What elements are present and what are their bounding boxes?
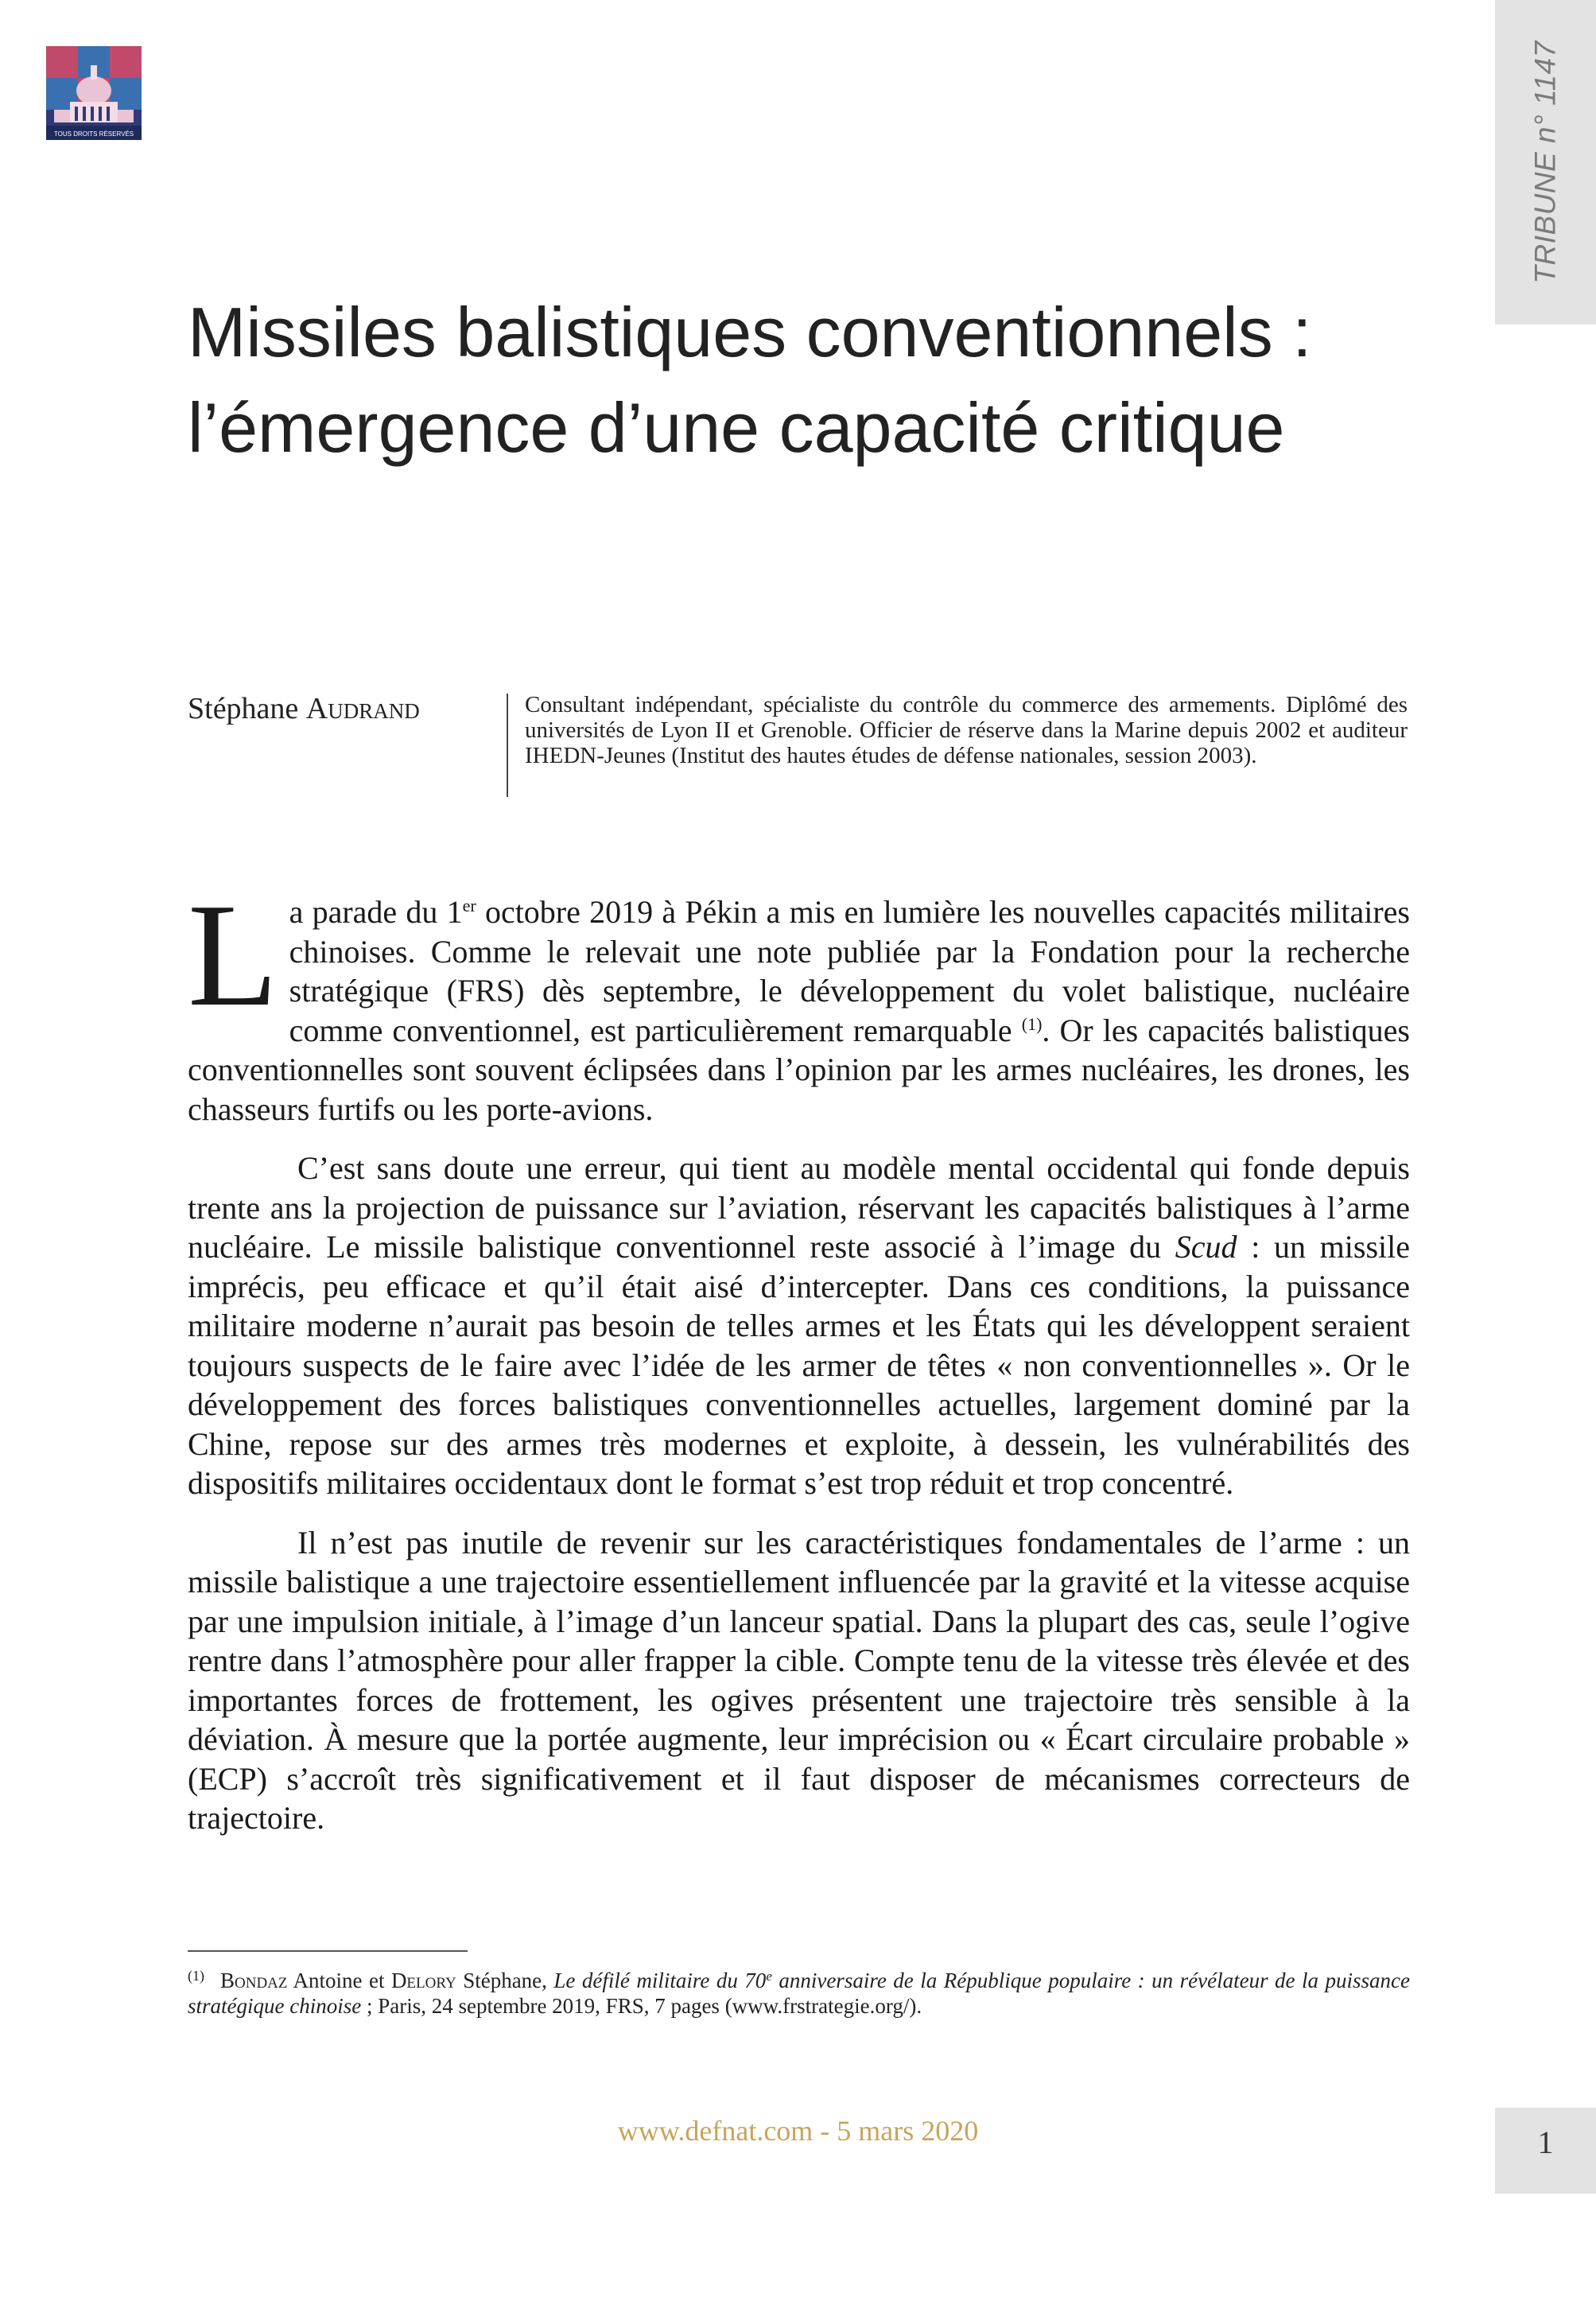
author-last-name: Audrand: [305, 692, 420, 725]
paragraph-1-text-a: a parade du 1: [289, 894, 463, 930]
paragraph-1-text-c: . Or les capacités balistiques conventionnelles sont souvent éclipsées dans l’opinion par les armes nucléaires, les drones, les chasseurs furtifs ou les porte-avions.: [188, 1012, 1411, 1127]
paragraph-1: [188, 873, 1411, 1129]
footnote-author1-first: Antoine et: [287, 1969, 391, 1992]
paragraph-1-text-b: octobre 2019 à Pékin a mis en lumière les nouvelles capacités militaires chinoises. Comme le relevait une note publiée par la Fondation pour la recherche stratégique (FRS) dès septembre, le développement du volet balistique, nucléaire comme conventionnel, est particulièrement remarquable: [289, 894, 1410, 1048]
author-name: [188, 690, 494, 727]
footnote-title-b: anniversaire de la République populaire : un révélateur de la puissance stratégique chinoise: [188, 1969, 1410, 2018]
footnote-author2-last: Delory: [390, 1969, 456, 1992]
footnote-title-a: Le défilé militaire du 70: [553, 1969, 767, 1992]
drop-cap: L: [188, 873, 278, 1037]
publication-logo: [46, 46, 142, 140]
author-first-name: Stéphane: [188, 692, 299, 725]
side-tab: [1495, 0, 1596, 325]
dome-logo-icon: [46, 46, 142, 140]
scud-italic: Scud: [1175, 1229, 1237, 1265]
footnote-rule: [188, 1950, 468, 1952]
footnote-source: ; Paris, 24 septembre 2019, FRS, 7 pages (www.frstrategie.org/).: [361, 1994, 922, 2018]
footnote-title-sup: e: [766, 1969, 772, 1984]
article-body: [188, 873, 1411, 1858]
paragraph-2: [188, 1149, 1410, 1503]
footnote: [188, 1963, 1410, 2019]
footnote-reference[interactable]: (1): [1021, 1013, 1043, 1034]
ordinal-superscript: er: [462, 896, 476, 915]
paragraph-2-text-a: C’est sans doute une erreur, qui tient au modèle mental occidental qui fonde depuis trente ans la projection de puissance sur l’aviation, réservant les capacités balistiques à l’arme nucléaire. Le missile balistique conventionnel reste associé à l’image du: [188, 1150, 1410, 1265]
paragraph-3: Il n’est pas inutile de revenir sur les caractéristiques fondamentales de l’arme : un missile balistique a une trajectoire essentiellement influencée par la gravité et la vitesse acquise par une impulsion initiale, à l’image d’un lanceur spatial. Dans la plupart des cas, seule l’ogive rentre dans l’atmosphère pour aller frapper la cible. Compte tenu de la vitesse très élevée et des importantes forces de frottement, les ogives présentent une trajectoire très sensible à la déviation. À mesure que la portée augmente, leur imprécision ou « Écart circulaire probable » (ECP) s’accroît très significativement et il faut disposer de mécanismes correcteurs de trajectoire.: [188, 1524, 1410, 1836]
paragraph-2-text-b: : un missile imprécis, peu efficace et qu’il était aisé d’intercepter. Dans ces conditions, la puissance militaire moderne n’aurait pas besoin de telles armes et les États qui les développent seraient toujours suspects de le faire avec l’idée de les armer de têtes « non conventionnelles ». Or le développement des forces balistiques conventionnelles actuelles, largement dominé par la Chine, repose sur des armes très modernes et exploite, à dessein, les vulnérabilités des dispositifs militaires occidentaux dont le format s’est trop réduit et trop concentré.: [188, 1229, 1411, 1501]
page-number: 1: [1537, 2124, 1554, 2160]
footnote-mark: (1): [188, 1968, 204, 1984]
author-bio: Consultant indépendant, spécialiste du contrôle du commerce des armements. Diplômé des universités de Lyon II et Grenoble. Officier de réserve dans la Marine depuis 2002 et auditeur IHEDN-Jeunes (Institut des hautes études de défense nationales, session 2003).: [525, 692, 1408, 768]
article-title: Missiles balistiques conventionnels : l’émergence d’une capacité critique: [188, 293, 1312, 467]
tribune-number: TRIBUNE n° 1147: [1528, 41, 1562, 284]
footer-site-date[interactable]: www.defnat.com - 5 mars 2020: [617, 2115, 979, 2147]
logo-caption: TOUS DROITS RÉSERVÉS: [53, 130, 134, 138]
author-divider: [507, 694, 508, 797]
footnote-author2-first: Stéphane,: [456, 1969, 554, 1992]
footnote-author1-last: Bondaz: [220, 1969, 288, 1992]
